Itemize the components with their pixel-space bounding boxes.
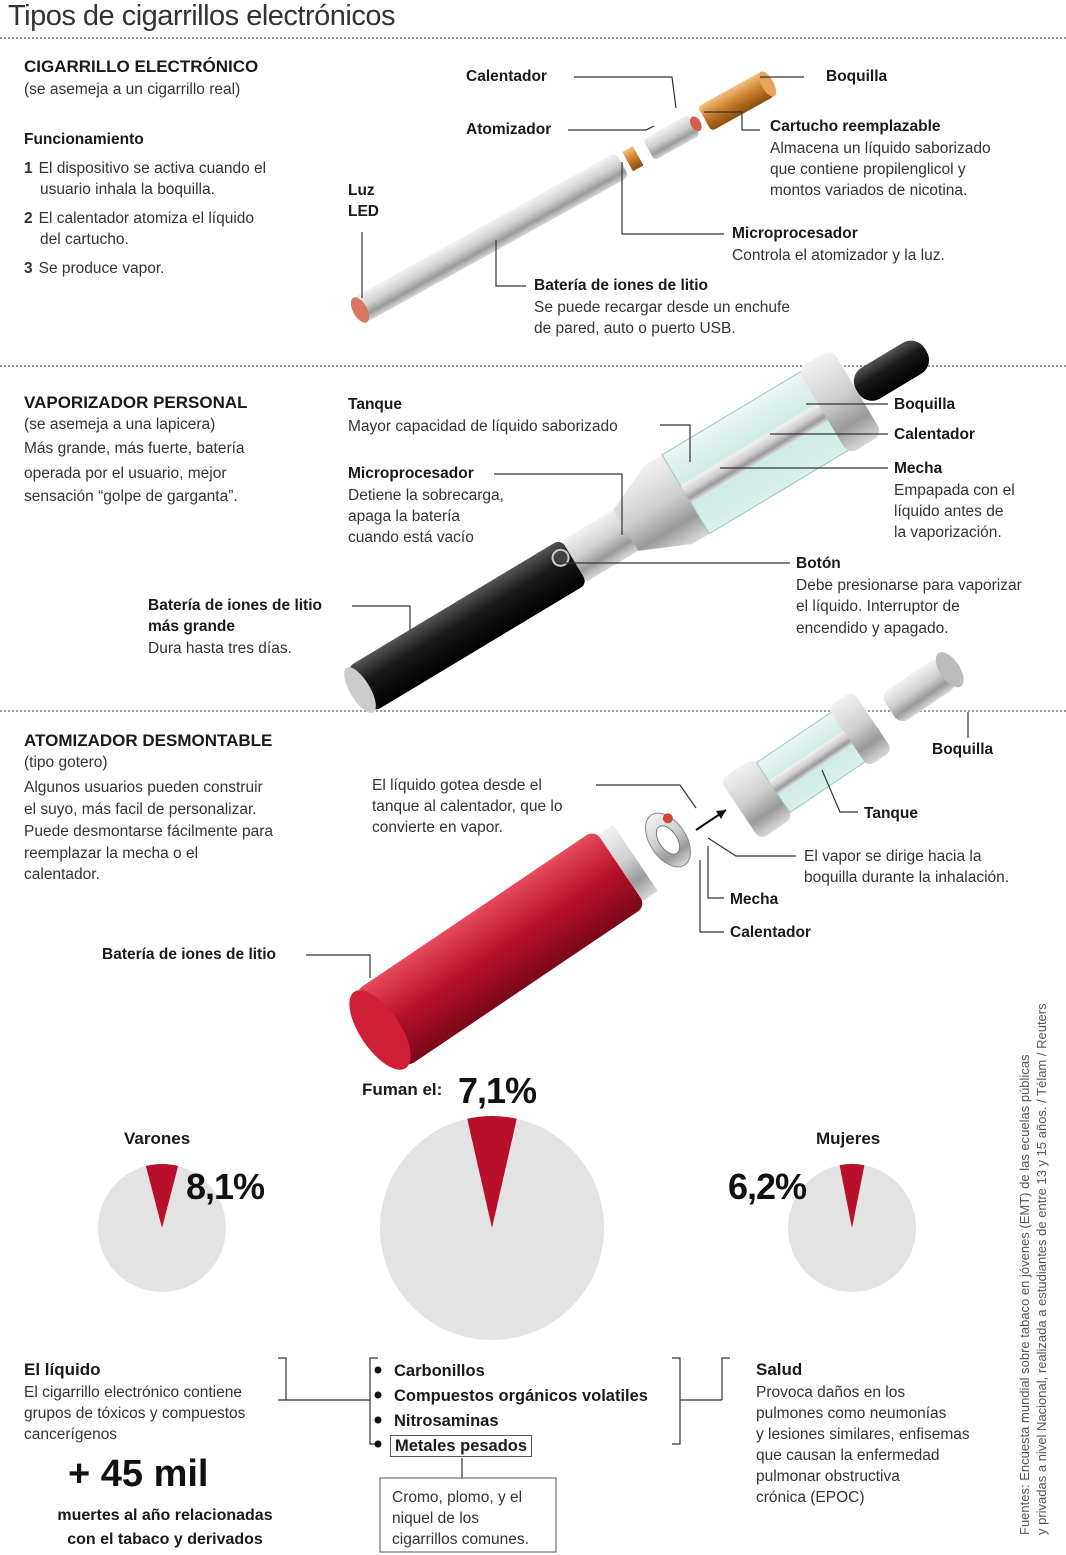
sec1-heading: CIGARRILLO ELECTRÓNICO bbox=[24, 57, 259, 76]
sec2-micro-desc-2: apaga la batería bbox=[348, 508, 461, 525]
bullet-1 bbox=[375, 1367, 382, 1374]
detachable-mouthpiece bbox=[879, 648, 969, 727]
liquid-bullets bbox=[375, 1367, 382, 1448]
sec2-heading: VAPORIZADOR PERSONAL bbox=[24, 393, 248, 412]
sec1-step-2 bbox=[24, 208, 324, 250]
sec1-step-1 bbox=[24, 158, 324, 200]
sec3-vapor-1: El vapor se dirige hacia la bbox=[804, 848, 982, 865]
sec2-desc-3: sensación “golpe de garganta”. bbox=[24, 488, 238, 505]
sec3-gotea-2: tanque al calentador, que lo bbox=[372, 798, 563, 815]
toxin-item-4: Metales pesados bbox=[390, 1435, 532, 1457]
liquido-heading: El líquido bbox=[24, 1360, 101, 1379]
sec3-heading: ATOMIZADOR DESMONTABLE bbox=[24, 731, 273, 750]
step-text-2: del cartucho. bbox=[40, 231, 129, 248]
step-number: 1 bbox=[24, 160, 33, 177]
sec3-vapor-2: boquilla durante la inhalación. bbox=[804, 869, 1010, 886]
liquido-desc-3: cancerígenos bbox=[24, 1426, 118, 1443]
sec1-label-bateria: Batería de iones de litio bbox=[534, 277, 708, 294]
bullet-3 bbox=[375, 1417, 382, 1424]
varones-value: 8,1% bbox=[186, 1166, 265, 1207]
sec1-label-luz: Luz bbox=[348, 182, 375, 199]
salud-desc-2: pulmones como neumonías bbox=[756, 1405, 947, 1422]
salud-heading: Salud bbox=[756, 1360, 803, 1379]
sec3-desc-1: Algunos usuarios pueden construir bbox=[24, 779, 263, 796]
metales-desc-2: niquel de los bbox=[392, 1510, 480, 1527]
source-note bbox=[1016, 1003, 1050, 1535]
sec2-desc-2: operada por el usuario, mejor bbox=[24, 465, 227, 482]
vaporizer-battery bbox=[347, 539, 588, 712]
sec2-bateria-desc: Dura hasta tres días. bbox=[148, 640, 292, 657]
toxin-item-1: Carbonillos bbox=[394, 1362, 485, 1380]
sec1-label-boquilla: Boquilla bbox=[826, 68, 888, 85]
page-title: Tipos de cigarrillos electrónicos bbox=[8, 0, 395, 32]
ecig-microprocessor bbox=[622, 146, 643, 171]
salud-desc-5: pulmonar obstructiva bbox=[756, 1468, 900, 1485]
step-number: 2 bbox=[24, 210, 33, 227]
sec1-sub: (se asemeja a un cigarrillo real) bbox=[24, 81, 241, 98]
liquid-brackets bbox=[278, 1358, 730, 1478]
metales-desc-3: cigarrillos comunes. bbox=[392, 1531, 529, 1548]
sec2-micro-desc-3: cuando está vacío bbox=[348, 529, 474, 546]
sec1-cartucho-desc-1: Almacena un líquido saborizado bbox=[770, 140, 991, 157]
sec3-desc-2: el suyo, más facil de personalizar. bbox=[24, 801, 257, 818]
toxin-item-3: Nitrosaminas bbox=[394, 1412, 499, 1430]
sec1-micro-desc: Controla el atomizador y la luz. bbox=[732, 247, 945, 264]
sec2-label-boquilla: Boquilla bbox=[894, 396, 956, 413]
step-number: 3 bbox=[24, 260, 33, 277]
fuman-label: Fuman el: bbox=[362, 1080, 443, 1099]
detachable-heater-base bbox=[636, 805, 699, 875]
bullet-4 bbox=[375, 1441, 382, 1448]
sec2-label-tanque: Tanque bbox=[348, 396, 402, 413]
pie-total bbox=[380, 1116, 604, 1340]
sec1-bateria-desc-1: Se puede recargar desde un enchufe bbox=[534, 299, 790, 316]
pie-mujeres bbox=[788, 1164, 916, 1292]
detachable-battery bbox=[338, 820, 661, 1080]
sec2-mecha-desc-1: Empapada con el bbox=[894, 482, 1015, 499]
sec3-gotea-3: convierte en vapor. bbox=[372, 819, 503, 836]
sec1-label-micro: Microprocesador bbox=[732, 225, 858, 242]
sec2-boton-desc-3: encendido y apagado. bbox=[796, 620, 949, 637]
salud-desc-6: crónica (EPOC) bbox=[756, 1489, 865, 1506]
mujeres-value: 6,2% bbox=[728, 1166, 807, 1207]
source-line-1: Fuentes: Encuesta mundial sobre tabaco en jóvenes (EMT) de las ecuelas públicas bbox=[1017, 1054, 1032, 1535]
sec3-label-bateria: Batería de iones de litio bbox=[102, 946, 276, 963]
sec2-label-bateria-1: Batería de iones de litio bbox=[148, 597, 322, 614]
sec2-mecha-desc-2: líquido antes de bbox=[894, 503, 1004, 520]
step-text: Se produce vapor. bbox=[38, 260, 165, 277]
deaths-big-number: + 45 mil bbox=[68, 1453, 209, 1495]
liquido-desc-1: El cigarrillo electrónico contiene bbox=[24, 1384, 242, 1401]
sec3-desc-3: Puede desmontarse fácilmente para bbox=[24, 823, 274, 840]
sec3-sub: (tipo gotero) bbox=[24, 754, 108, 771]
liquido-desc-2: grupos de tóxicos y compuestos bbox=[24, 1405, 246, 1422]
sec2-micro-desc-1: Detiene la sobrecarga, bbox=[348, 487, 504, 504]
step-text: El calentador atomiza el líquido bbox=[38, 210, 255, 227]
sec1-cartucho-desc-2: que contiene propilenglicol y bbox=[770, 161, 966, 178]
sec3-desc-4: reemplazar la mecha o el bbox=[24, 845, 199, 862]
sec3-label-tanque: Tanque bbox=[864, 805, 918, 822]
sec2-boton-desc-2: el líquido. Interruptor de bbox=[796, 598, 960, 615]
sec2-label-bateria-2: más grande bbox=[148, 618, 236, 635]
sec2-label-calentador: Calentador bbox=[894, 426, 975, 443]
deaths-desc-2: con el tabaco y derivados bbox=[67, 1531, 263, 1548]
sec2-sub: (se asemeja a una lapicera) bbox=[24, 416, 216, 433]
sec1-label-cartucho: Cartucho reemplazable bbox=[770, 118, 941, 135]
sec2-label-mecha: Mecha bbox=[894, 460, 943, 477]
salud-desc-3: y lesiones similares, enfisemas bbox=[756, 1426, 970, 1443]
sec1-func-heading: Funcionamiento bbox=[24, 131, 144, 148]
fuman-value: 7,1% bbox=[458, 1070, 537, 1111]
varones-label: Varones bbox=[124, 1129, 191, 1148]
sec3-label-boquilla: Boquilla bbox=[932, 741, 994, 758]
sec2-desc-1: Más grande, más fuerte, batería bbox=[24, 440, 245, 457]
deaths-desc-1: muertes al año relacionadas bbox=[57, 1507, 273, 1524]
bullet-2 bbox=[375, 1392, 382, 1399]
sec2-label-micro: Microprocesador bbox=[348, 465, 474, 482]
sec2-mecha-desc-3: la vaporización. bbox=[894, 524, 1002, 541]
source-line-2: y privadas a nivel Nacional, realizada a estudiantes de entre 13 y 15 años. / Télam / Reuters bbox=[1034, 1003, 1049, 1535]
sec3-label-calentador: Calentador bbox=[730, 924, 811, 941]
sec1-cartucho-desc-3: montos variados de nicotina. bbox=[770, 182, 968, 199]
sec1-bateria-desc-2: de pared, auto o puerto USB. bbox=[534, 320, 736, 337]
sec1-label-calentador: Calentador bbox=[466, 68, 547, 85]
sec3-label-mecha: Mecha bbox=[730, 891, 779, 908]
salud-desc-1: Provoca daños en los bbox=[756, 1384, 906, 1401]
salud-desc-4: que causan la enfermedad bbox=[756, 1447, 940, 1464]
sec2-label-boton: Botón bbox=[796, 555, 841, 572]
sec2-tanque-desc: Mayor capacidad de líquido saborizado bbox=[348, 418, 618, 435]
sec1-step-3 bbox=[24, 258, 324, 279]
metales-desc-1: Cromo, plomo, y el bbox=[392, 1489, 523, 1506]
sec2-boton-desc-1: Debe presionarse para vaporizar bbox=[796, 577, 1022, 594]
step-text: El dispositivo se activa cuando el bbox=[38, 160, 267, 177]
sec1-label-led: LED bbox=[348, 203, 379, 220]
step-text-2: usuario inhala la boquilla. bbox=[40, 181, 215, 198]
sec1-label-atomizador: Atomizador bbox=[466, 121, 552, 138]
mujeres-label: Mujeres bbox=[816, 1129, 881, 1148]
sec3-gotea-1: El líquido gotea desde el bbox=[372, 777, 542, 794]
sec3-desc-5: calentador. bbox=[24, 866, 100, 883]
toxin-item-2: Compuestos orgánicos volatiles bbox=[394, 1387, 648, 1405]
